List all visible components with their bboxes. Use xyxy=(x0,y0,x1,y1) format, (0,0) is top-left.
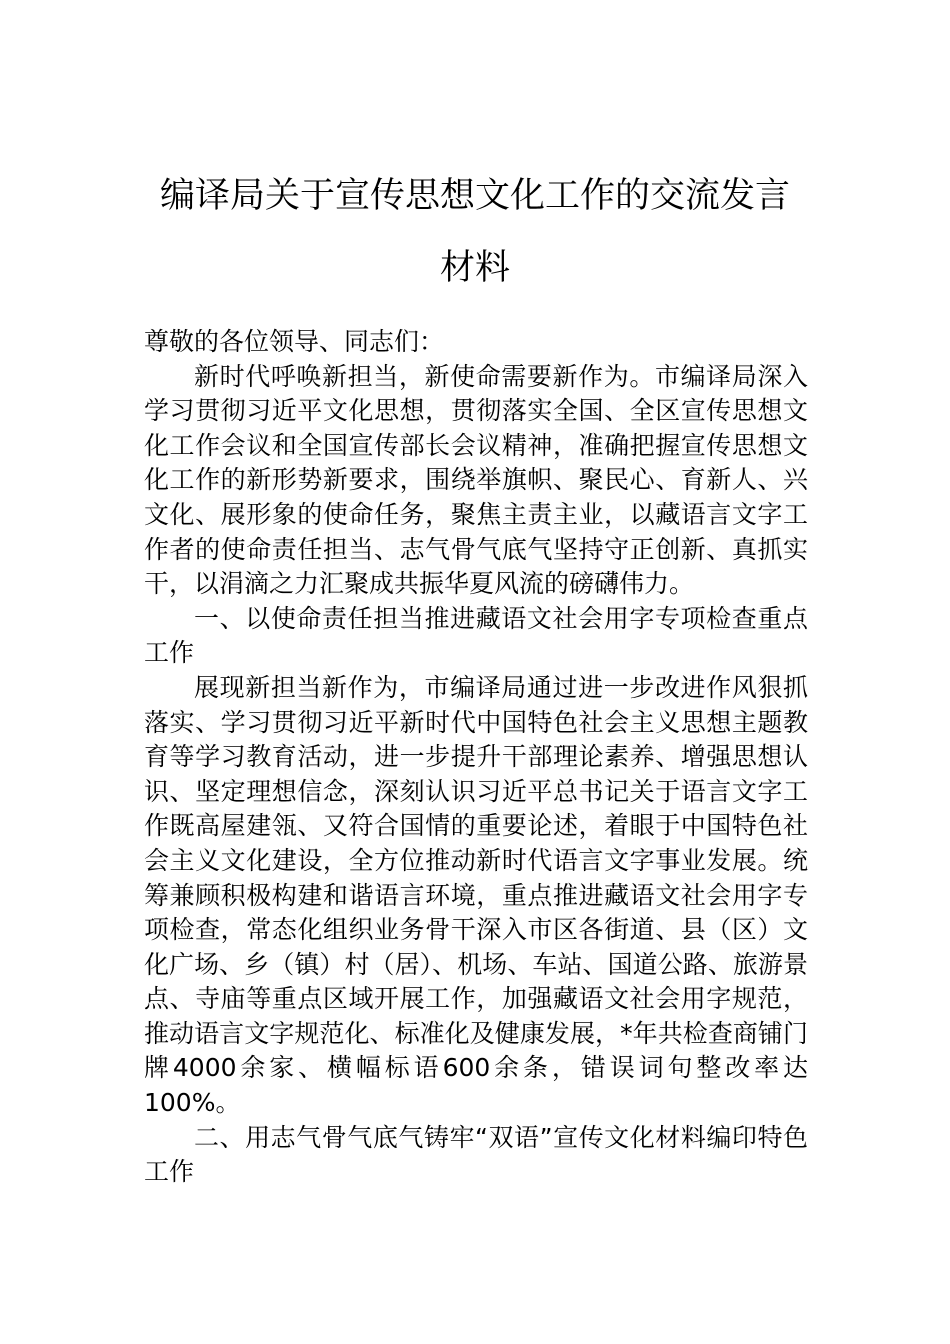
section-heading-2: 二、用志气骨气底气铸牢“双语”宣传文化材料编印特色工作 xyxy=(144,1122,808,1187)
title-line-2: 材料 xyxy=(439,248,510,288)
document-title xyxy=(140,160,810,304)
paragraph-section-1: 展现新担当新作为，市编译局通过进一步改进作风狠抓落实、学习贯彻习近平新时代中国特色社会主义思想主题教育等学习教育活动，进一步提升干部理论素养、增强思想认识、坚定理想信念，深刻认识习近平总书记关于语言文字工作既高屋建瓴、又符合国情的重要论述，着眼于中国特色社会主义文化建设，全方位推动新时代语言文字事业发展。统筹兼顾积极构建和谐语言环境，重点推进藏语文社会用字专项检查，常态化组织业务骨干深入市区各街道、县（区）文化广场、乡（镇）村（居）、机场、车站、国道公路、旅游景点、寺庙等重点区域开展工作，加强藏语文社会用字规范，推动语言文字规范化、标准化及健康发展，*年共检查商铺门牌4000余家、横幅标语600余条，错误词句整改率达100%。 xyxy=(144,672,808,1118)
section-heading-1: 一、以使命责任担当推进藏语文社会用字专项检查重点工作 xyxy=(144,603,808,668)
title-line-1: 编译局关于宣传思想文化工作的交流发言 xyxy=(159,176,790,216)
salutation: 尊敬的各位领导、同志们： xyxy=(144,327,445,356)
document-body xyxy=(144,325,808,1190)
paragraph-intro: 新时代呼唤新担当，新使命需要新作为。市编译局深入学习贯彻习近平文化思想，贯彻落实全国、全区宣传思想文化工作会议和全国宣传部长会议精神，准确把握宣传思想文化工作的新形势新要求，围绕举旗帜、聚民心、育新人、兴文化、展形象的使命任务，聚焦主责主业，以藏语言文字工作者的使命责任担当、志气骨气底气坚持守正创新、真抓实干，以涓滴之力汇聚成共振华夏风流的磅礴伟力。 xyxy=(144,361,808,599)
